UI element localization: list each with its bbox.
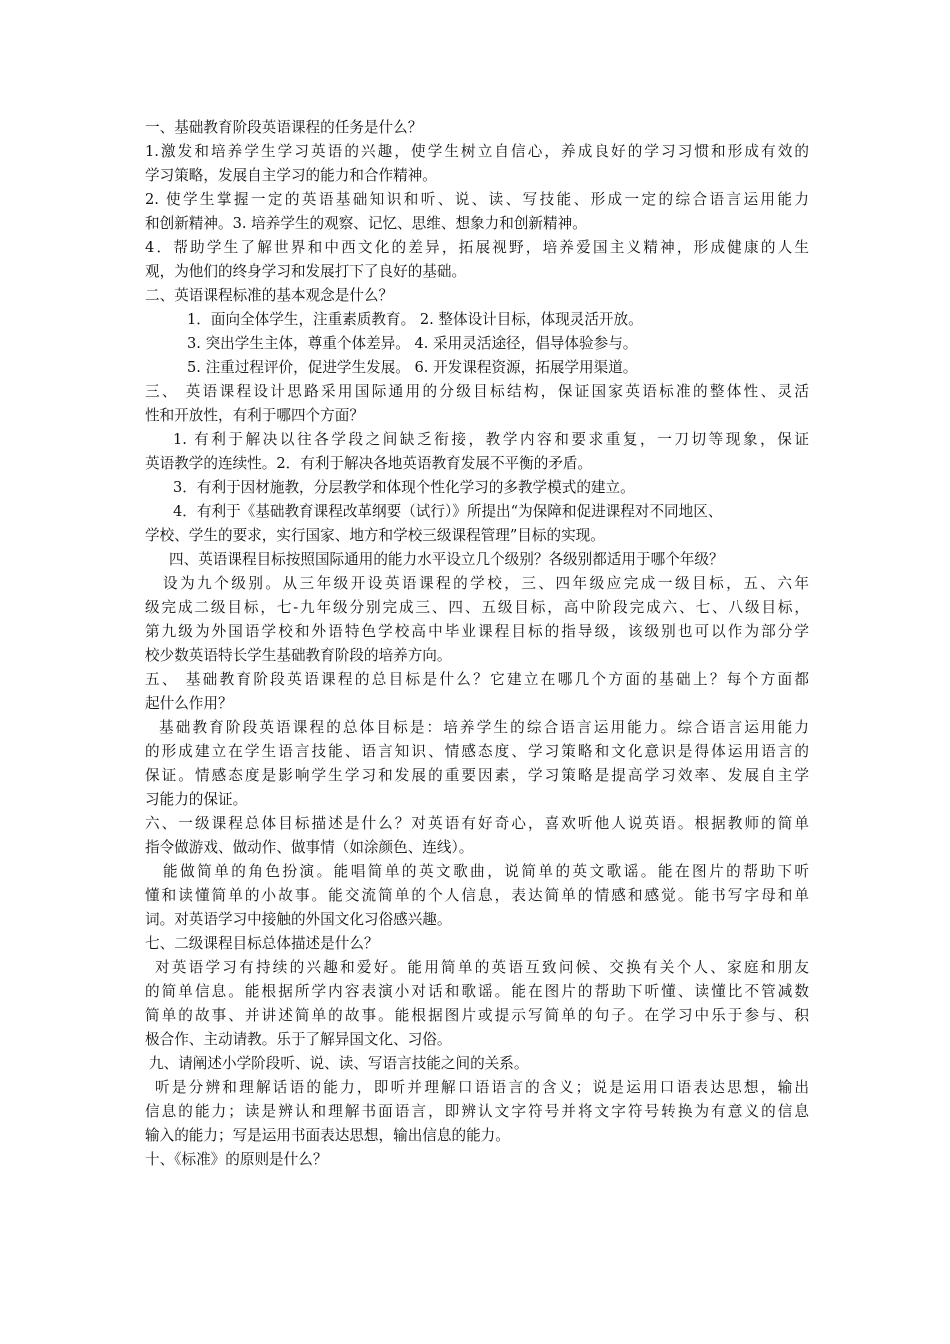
text-line: 起什么作用？ <box>145 695 233 712</box>
heading-3: 三、 英语课程设计思路采用国际通用的分级目标结构，保证国家英语标准的整体性、灵活 <box>145 383 809 400</box>
text-line: 观，为他们的终身学习和发展打下了良好的基础。 <box>145 263 467 280</box>
text-line: 英语教学的连续性。2．有利于解决各地英语教育发展不平衡的矛盾。 <box>145 455 593 472</box>
text-line: 3．有利于因材施教，分层教学和体现个性化学习的多教学模式的建立。 <box>173 479 635 496</box>
heading-10: 十、《标准》的原则是什么？ <box>145 1151 328 1168</box>
text-line: 学习策略，发展自主学习的能力和合作精神。 <box>145 167 437 184</box>
text-line: 词。对英语学习中接触的外国文化习俗感兴趣。 <box>145 911 452 928</box>
text-line: 简单的故事、并讲述简单的故事。能根据图片或提示写简单的句子。在学习中乐于参与、积 <box>145 1007 809 1024</box>
text-line: 5. 注重过程评价，促进学生发展。 6. 开发课程资源，拓展学用渠道。 <box>187 359 638 376</box>
text-line: 输入的能力；写是运用书面表达思想，输出信息的能力。 <box>145 1127 510 1144</box>
text-line: 性和开放性，有利于哪四个方面？ <box>145 407 364 424</box>
heading-2: 二、英语课程标准的基本观念是什么？ <box>145 287 394 304</box>
text-line: 保证。情感态度是影响学生学习和发展的重要因素，学习策略是提高学习效率、发展自主学 <box>145 767 809 784</box>
text-line: 4．帮助学生了解世界和中西文化的差异，拓展视野，培养爱国主义精神，形成健康的人生 <box>145 239 809 256</box>
text-line: 第九级为外国语学校和外语特色学校高中毕业课程目标的指导级，该级别也可以作为部分学 <box>145 623 809 640</box>
heading-9: 九、请阐述小学阶段听、说、读、写语言技能之间的关系。 <box>149 1055 529 1072</box>
document-page <box>145 116 809 1172</box>
heading-1: 一、基础教育阶段英语课程的任务是什么？ <box>145 119 423 136</box>
text-line: 指令做游戏、做动作、做事情（如涂颜色、连线）。 <box>145 839 474 856</box>
text-line: 校少数英语特长学生基础教育阶段的培养方向。 <box>145 647 452 664</box>
text-line: 基础教育阶段英语课程的总体目标是：培养学生的综合语言运用能力。综合语言运用能力 <box>159 719 809 736</box>
heading-4: 四、英语课程目标按照国际通用的能力水平设立几个级别？各级别都适用于哪个年级？ <box>169 551 724 568</box>
text-line: 懂和读懂简单的小故事。能交流简单的个人信息，表达简单的情感和感觉。能书写字母和单 <box>145 887 809 904</box>
text-line: 极合作、主动请教。乐于了解异国文化、习俗。 <box>145 1031 452 1048</box>
text-line: 1. 有利于解决以往各学段之间缺乏衔接，教学内容和要求重复，一刀切等现象，保证 <box>173 431 809 448</box>
text-line: 对英语学习有持续的兴趣和爱好。能用简单的英语互致问候、交换有关个人、家庭和朋友 <box>155 959 809 976</box>
text-line: 习能力的保证。 <box>145 791 248 808</box>
text-line: 学校、学生的要求，实行国家、地方和学校三级课程管理”目标的实现。 <box>145 527 605 544</box>
text-line: 能做简单的角色扮演。能唱简单的英文歌曲，说简单的英文歌谣。能在图片的帮助下听 <box>163 863 809 880</box>
text-line: 级完成二级目标，七-九年级分别完成三、四、五级目标，高中阶段完成六、七、八级目标， <box>145 599 809 616</box>
text-line: 4．有利于《基础教育课程改革纲要（试行）》所提出“为保障和促进课程对不同地区、 <box>173 503 723 520</box>
text-line: 2. 使学生掌握一定的英语基础知识和听、说、读、写技能、形成一定的综合语言运用能力 <box>145 191 809 208</box>
text-line: 和创新精神。3. 培养学生的观察、记忆、思维、想象力和创新精神。 <box>145 215 587 232</box>
heading-5: 五、 基础教育阶段英语课程的总目标是什么？它建立在哪几个方面的基础上？每个方面都 <box>145 671 809 688</box>
text-line: 听是分辨和理解话语的能力，即听并理解口语语言的含义；说是运用口语表达思想，输出 <box>155 1079 809 1096</box>
text-line: 的简单信息。能根据所学内容表演小对话和歌谣。能在图片的帮助下听懂、读懂比不管减数 <box>145 983 809 1000</box>
text-line: 1.激发和培养学生学习英语的兴趣，使学生树立自信心，养成良好的学习习惯和形成有效的 <box>145 143 809 160</box>
heading-7: 七、二级课程目标总体描述是什么？ <box>145 935 379 952</box>
text-line: 信息的能力；读是辨认和理解书面语言，即辨认文字符号并将文字符号转换为有意义的信息 <box>145 1103 809 1120</box>
text-line: 3. 突出学生主体，尊重个体差异。 4. 采用灵活途径，倡导体验参与。 <box>187 335 638 352</box>
heading-6: 六、一级课程总体目标描述是什么？对英语有好奇心，喜欢听他人说英语。根据教师的简单 <box>145 815 809 832</box>
text-line: 设为九个级别。从三年级开设英语课程的学校，三、四年级应完成一级目标，五、六年 <box>163 575 809 592</box>
text-line: 1．面向全体学生，注重素质教育。 2. 整体设计目标，体现灵活开放。 <box>187 311 643 328</box>
text-line: 的形成建立在学生语言技能、语言知识、情感态度、学习策略和文化意识是得体运用语言的 <box>145 743 809 760</box>
